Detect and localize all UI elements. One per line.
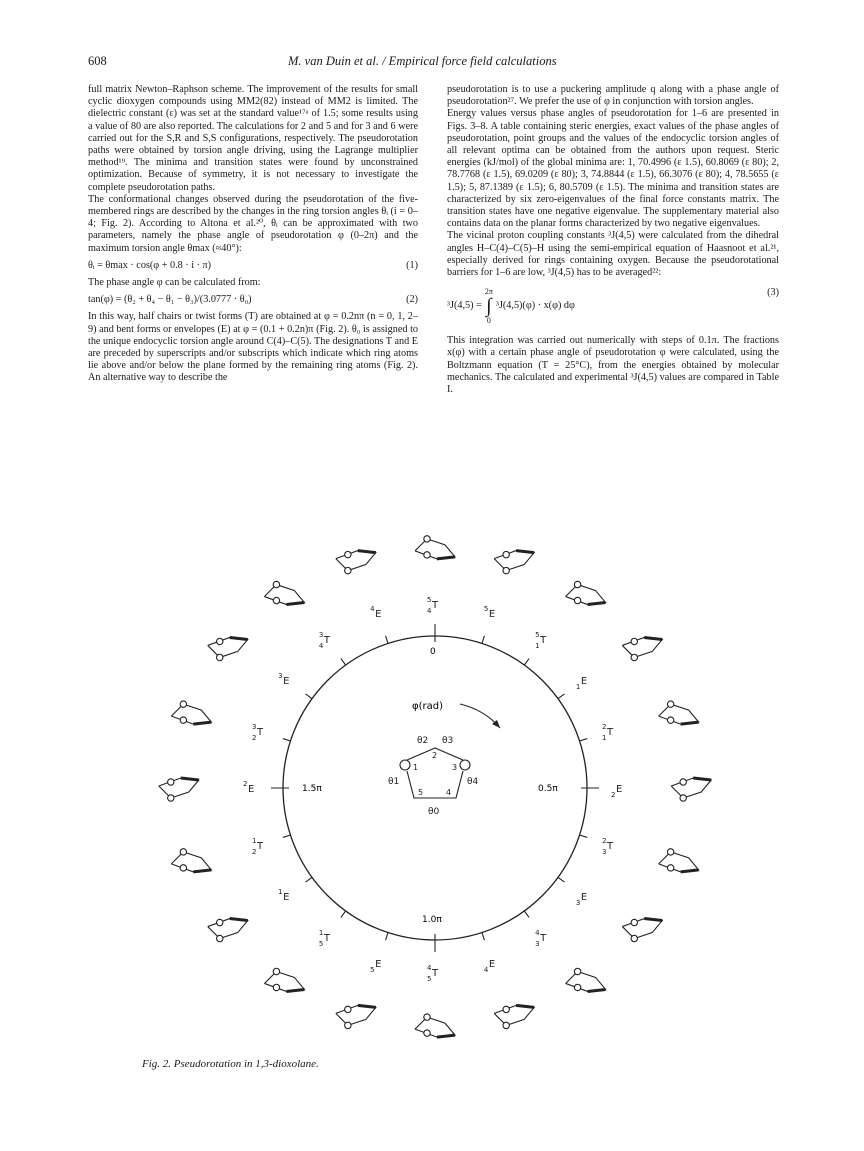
conformer-label [611, 784, 622, 799]
oxygen-atom [574, 984, 580, 990]
oxygen-atom [424, 536, 430, 542]
ring-outline [264, 585, 304, 605]
conformer-superscript: 4 [427, 964, 432, 972]
bold-bond [358, 1005, 376, 1007]
ring-outline [415, 539, 455, 559]
bold-bond [286, 603, 304, 605]
theta3-label: θ3 [442, 736, 454, 746]
bold-bond [516, 1005, 534, 1007]
ring-number-5: 5 [418, 788, 424, 797]
conformer-molecule [159, 778, 199, 801]
conformer-superscript: 1 [318, 928, 324, 937]
oxygen-atom [503, 551, 509, 557]
equation-lhs: ³J(4,5) = [447, 300, 482, 312]
bold-bond [230, 637, 248, 639]
oxygen-atom [273, 597, 279, 603]
conformer-subscript: 1 [601, 734, 607, 743]
ring-number-4: 4 [446, 788, 452, 797]
bold-bond [693, 778, 711, 780]
ring-outline [336, 551, 376, 571]
equation-2 [88, 294, 418, 306]
conformer-molecule [494, 1005, 534, 1028]
conformer-subscript: 1 [535, 642, 540, 651]
oxygen-atom [424, 1030, 430, 1036]
conformer-superscript: 2 [243, 780, 248, 788]
left-column [88, 84, 418, 385]
conformer-type: T [540, 932, 547, 944]
integral-lower-limit: 0 [486, 316, 491, 326]
conformer-label [252, 723, 264, 742]
ring-bonds-bottom [407, 771, 463, 798]
tick [341, 911, 346, 917]
conformer-label [576, 676, 587, 691]
bold-bond [516, 551, 534, 553]
oxygen-atom [667, 717, 673, 723]
conformer-molecule [336, 1005, 376, 1028]
angle-label-0: 0 [430, 647, 436, 657]
ring-outline [336, 1005, 376, 1025]
conformer-label [370, 605, 381, 620]
conformer-superscript: 3 [278, 671, 283, 680]
equation-text: tan(φ) = (θ₂ + θ₄ − θ₁ − θ₃)/(3.0777 · θ₀) [88, 294, 252, 306]
conformer-label [535, 631, 547, 650]
right-column [447, 84, 779, 396]
conformer-type: T [606, 840, 614, 852]
theta1-label: θ1 [388, 777, 400, 787]
conformer-type: E [616, 784, 623, 795]
tick [558, 694, 564, 699]
ring-outline [494, 551, 534, 571]
tick [524, 659, 529, 665]
tick [341, 659, 346, 665]
conformer-molecule [264, 968, 304, 991]
page-number: 608 [88, 54, 107, 68]
conformer-superscript: 3 [252, 723, 257, 732]
tick [482, 933, 484, 941]
bold-bond [193, 870, 211, 872]
ring-outline [671, 778, 711, 798]
conformer-label [535, 929, 547, 948]
ring-outline [566, 585, 606, 605]
oxygen-atom [168, 795, 174, 801]
conformer-type: E [283, 675, 290, 687]
conformer-subscript: 4 [427, 607, 432, 615]
integral-sign [485, 287, 493, 325]
conformer-type: E [248, 784, 255, 795]
oxygen-atom [345, 551, 351, 557]
conformer-superscript: 1 [252, 836, 257, 845]
conformer-type: E [375, 958, 382, 970]
conformer-superscript: 1 [278, 888, 283, 897]
angle-label-0.5pi: 0.5π [538, 784, 558, 794]
tick [386, 636, 388, 644]
pseudorotation-diagram [130, 492, 750, 1072]
conformer-molecule [208, 919, 248, 942]
conformer-subscript: 4 [318, 642, 324, 651]
conformer-label [576, 892, 587, 907]
tick [283, 835, 291, 837]
ring-oxygen-1 [400, 760, 410, 770]
conformer-type: T [606, 727, 614, 739]
tick [386, 933, 388, 941]
ring-number-2: 2 [432, 751, 438, 760]
oxygen-atom [680, 779, 686, 785]
ring-outline [659, 852, 699, 872]
oxygen-atom [574, 581, 580, 587]
ring-number-3: 3 [452, 763, 458, 772]
integral-symbol: ∫ [486, 295, 492, 318]
conformer-type: E [580, 892, 588, 904]
bold-bond [644, 919, 662, 921]
conformer-type: E [375, 609, 382, 621]
equation-1 [88, 260, 418, 272]
oxygen-atom [667, 865, 673, 871]
conformer-label [252, 837, 264, 856]
conformer-subscript: 5 [427, 975, 432, 983]
conformer-label [278, 672, 289, 687]
tick [482, 636, 484, 644]
ring-oxygen-3 [460, 760, 470, 770]
conformer-type: E [580, 675, 588, 687]
oxygen-atom [180, 849, 186, 855]
ring-outline [208, 919, 248, 939]
theta4-label: θ4 [467, 777, 479, 787]
bold-bond [644, 637, 662, 639]
conformer-type: T [323, 635, 330, 647]
conformer-type: E [488, 609, 496, 621]
conformer-label [243, 780, 254, 795]
conformer-subscript: 2 [252, 734, 257, 743]
tick [524, 911, 529, 917]
conformer-subscript: 2 [252, 847, 257, 856]
conformer-type: T [432, 600, 439, 611]
conformer-type: T [257, 727, 264, 739]
conformer-label [484, 605, 495, 620]
equation-number: (2) [406, 294, 418, 306]
paragraph: This integration was carried out numerically with steps of 0.1π. The fractions x(φ) with a certain phase angle of pseudorotation φ were calculated, using the Boltzmann equation (T = 25°C), from the energies obtained by molecular mechanics. The calculated and experimental ³J(4,5) values are compared in Table I. [447, 335, 779, 396]
tick [580, 739, 588, 741]
conformer-label [370, 959, 381, 974]
paragraph: Energy values versus phase angles of pseudorotation for 1–6 are presented in Figs. 3–8. A table containing steric energies, exact values of the phase angles of pseudorotation, point groups and the values of the endocyclic torsion angles of all relevant optima can be obtained from the authors upon request. Steric energies (kJ/mol) of the global minima are: 1, 70.4996 (ε 1.5), 60.8069 (ε 80); 2, 78.7768 (ε 1.5), 69.0209 (ε 80); 3, 74.8844 (ε 1.5), 66.3076 (ε 80); 4, 78.5655 (ε 1.5); 5, 87.1389 (ε 1.5); 6, 80.5709 (ε 1.5). The minima and transition states are characterized by six zero-eigenvalues of the final force constants matrix. The transition states have one negative eigenvalue. The supplementary material also contains data on the planar forms characterized by two negative eigenvalues. [447, 108, 779, 230]
tick [558, 877, 564, 882]
tick [580, 835, 588, 837]
conformer-subscript: 3 [575, 899, 581, 908]
ring-outline [171, 704, 211, 724]
ring-outline [415, 1017, 455, 1037]
conformer-subscript: 4 [483, 965, 489, 974]
paragraph: The phase angle φ can be calculated from: [88, 277, 261, 289]
bold-bond [286, 989, 304, 991]
oxygen-atom [680, 795, 686, 801]
conformer-subscript: 2 [611, 791, 616, 799]
paragraph: full matrix Newton–Raphson scheme. The improvement of the results for small cyclic dioxygen compounds using MM2(82) instead of MM2 is limited. The dielectric constant (ε) was set at the standard value¹⁷ᵃ of 1.5; some results using a value of 80 are also reported. The calculations for 2 and 5 and for 3 and 6 were carried out for the S,R and S,S configurations, respectively. The pseudorotation paths were obtained by torsion angle driving, using the Lagrange multiplier method¹⁹. The minima and transition states were found by unconstrained optimization. Because of symmetry, it is not necessary to investigate the complete pseudorotation paths. [88, 84, 418, 193]
conformer-subscript: 3 [601, 847, 607, 856]
conformer-molecule [208, 637, 248, 660]
oxygen-atom [217, 919, 223, 925]
conformer-label [319, 631, 331, 650]
oxygen-atom [217, 638, 223, 644]
oxygen-atom [180, 717, 186, 723]
conformer-molecule [415, 1014, 455, 1037]
conformer-superscript: 3 [318, 631, 324, 640]
oxygen-atom [503, 567, 509, 573]
ring-outline [622, 919, 662, 939]
phi-label: φ(rad) [412, 701, 443, 712]
conformer-type: E [488, 958, 496, 970]
conformer-superscript: 5 [427, 596, 432, 604]
conformer-label [427, 964, 439, 983]
oxygen-atom [631, 638, 637, 644]
oxygen-atom [631, 935, 637, 941]
figure-pseudorotation [130, 492, 750, 1072]
conformer-label [278, 888, 289, 903]
oxygen-atom [180, 701, 186, 707]
theta2-label: θ2 [417, 736, 429, 746]
conformer-superscript: 2 [601, 723, 607, 732]
conformer-label [602, 723, 614, 742]
conformer-superscript: 4 [370, 605, 375, 614]
conformer-molecule [415, 536, 455, 559]
conformer-superscript: 4 [535, 928, 540, 937]
bold-bond [230, 919, 248, 921]
conformer-type: T [323, 932, 330, 944]
conformer-type: T [540, 635, 547, 647]
conformer-label [484, 959, 495, 974]
conformer-superscript: 2 [601, 836, 607, 845]
oxygen-atom [667, 849, 673, 855]
ring-outline [159, 778, 199, 798]
oxygen-atom [667, 701, 673, 707]
ring-outline [171, 852, 211, 872]
running-title: M. van Duin et al. / Empirical force field calculations [288, 54, 557, 68]
theta0-label: θ0 [428, 807, 440, 817]
bold-bond [193, 722, 211, 724]
oxygen-atom [631, 654, 637, 660]
oxygen-atom [574, 968, 580, 974]
conformer-molecule [171, 849, 211, 872]
ring-number-1: 1 [413, 763, 419, 772]
equation-3 [447, 287, 779, 325]
conformer-subscript: 3 [535, 939, 540, 948]
oxygen-atom [168, 779, 174, 785]
ring-outline [494, 1005, 534, 1025]
bold-bond [437, 557, 455, 559]
oxygen-atom [503, 1022, 509, 1028]
oxygen-atom [424, 552, 430, 558]
oxygen-atom [503, 1006, 509, 1012]
tick [306, 694, 312, 699]
conformer-type: T [432, 968, 439, 979]
ring-outline [659, 704, 699, 724]
oxygen-atom [273, 581, 279, 587]
paragraph: The conformational changes observed during the pseudorotation of the five-membered rings are described by the changes in the ring torsion angles θᵢ (i = 0–4; Fig. 2). According to Altona et al.²⁰, θᵢ can be approximated with two parameters, namely the phase angle of pseudorotation φ (0–2π) and the maximum torsion angle θmax (≈40°): [88, 193, 418, 254]
equation-rhs: ³J(4,5)(φ) · x(φ) dφ [495, 300, 575, 312]
conformer-molecule [622, 637, 662, 660]
tick [306, 877, 312, 882]
integral-expression [447, 287, 575, 325]
conformer-subscript: 5 [318, 939, 324, 948]
conformer-molecule [671, 778, 711, 801]
page-header [88, 54, 774, 72]
ring-outline [264, 971, 304, 991]
paragraph: pseudorotation is to use a puckering amplitude q along with a phase angle of pseudorotation²⁷. We prefer the use of φ in conjunction with torsion angles. [447, 84, 779, 108]
angle-label-1.0pi: 1.0π [422, 915, 442, 925]
equation-text: θᵢ = θmax · cos(φ + 0.8 · i · π) [88, 259, 212, 271]
ring-outline [622, 637, 662, 657]
ring-outline [566, 971, 606, 991]
paragraph: In this way, half chairs or twist forms (T) are obtained at φ = 0.2nπ (n = 0, 1, 2–9) and bent forms or envelopes (E) at φ = (0.1 + 0.2n)π (Fig. 2). θ₀ is assigned to the unique endocyclic torsion angle around C(4)–C(5). The designations T and E are preceded by superscripts and/or subscripts which indicate which ring atoms lie above and/or below the plane formed by the remaining ring atoms (Fig. 2). An alternative way to describe the [88, 311, 418, 384]
conformer-label [602, 837, 614, 856]
conformer-molecule [566, 581, 606, 604]
oxygen-atom [424, 1014, 430, 1020]
bold-bond [358, 551, 376, 553]
conformer-type: T [257, 840, 264, 852]
paragraph: The vicinal proton coupling constants ³J(4,5) were calculated from the dihedral angles H–C(4)–C(5)–H using the semi-empirical equation of Haasnoot et al.²¹, especially derived for rings containing oxygen. Because the pseudorotational barriers for 1–6 are low, ³J(4,5) has to be averaged²²: [447, 230, 779, 279]
oxygen-atom [345, 1006, 351, 1012]
bold-bond [681, 722, 699, 724]
oxygen-atom [631, 919, 637, 925]
oxygen-atom [217, 654, 223, 660]
conformer-molecule [566, 968, 606, 991]
conformer-type: E [283, 892, 290, 904]
bold-bond [588, 603, 606, 605]
equation-number: (1) [406, 259, 418, 271]
bold-bond [437, 1035, 455, 1037]
conformer-subscript: 1 [575, 682, 581, 691]
tick [283, 739, 291, 741]
oxygen-atom [217, 935, 223, 941]
ring-outline [208, 637, 248, 657]
conformer-molecule [336, 551, 376, 574]
conformer-molecule [264, 581, 304, 604]
conformer-molecule [171, 701, 211, 724]
conformer-label [319, 929, 331, 948]
angle-label-1.5pi: 1.5π [302, 784, 322, 794]
figure-caption: Fig. 2. Pseudorotation in 1,3-dioxolane. [142, 1058, 319, 1070]
integral-upper-limit: 2π [484, 287, 493, 297]
oxygen-atom [345, 567, 351, 573]
conformer-label [427, 596, 439, 615]
bold-bond [181, 778, 199, 780]
conformer-subscript: 5 [370, 965, 375, 974]
conformer-molecule [494, 551, 534, 574]
conformer-superscript: 5 [535, 631, 540, 640]
conformer-molecule [659, 849, 699, 872]
conformer-molecule [659, 701, 699, 724]
equation-number: (3) [767, 287, 779, 299]
bold-bond [681, 870, 699, 872]
oxygen-atom [273, 968, 279, 974]
oxygen-atom [180, 865, 186, 871]
conformer-molecule [622, 919, 662, 942]
oxygen-atom [574, 597, 580, 603]
oxygen-atom [273, 984, 279, 990]
oxygen-atom [345, 1022, 351, 1028]
bold-bond [588, 989, 606, 991]
conformer-superscript: 5 [483, 605, 489, 614]
